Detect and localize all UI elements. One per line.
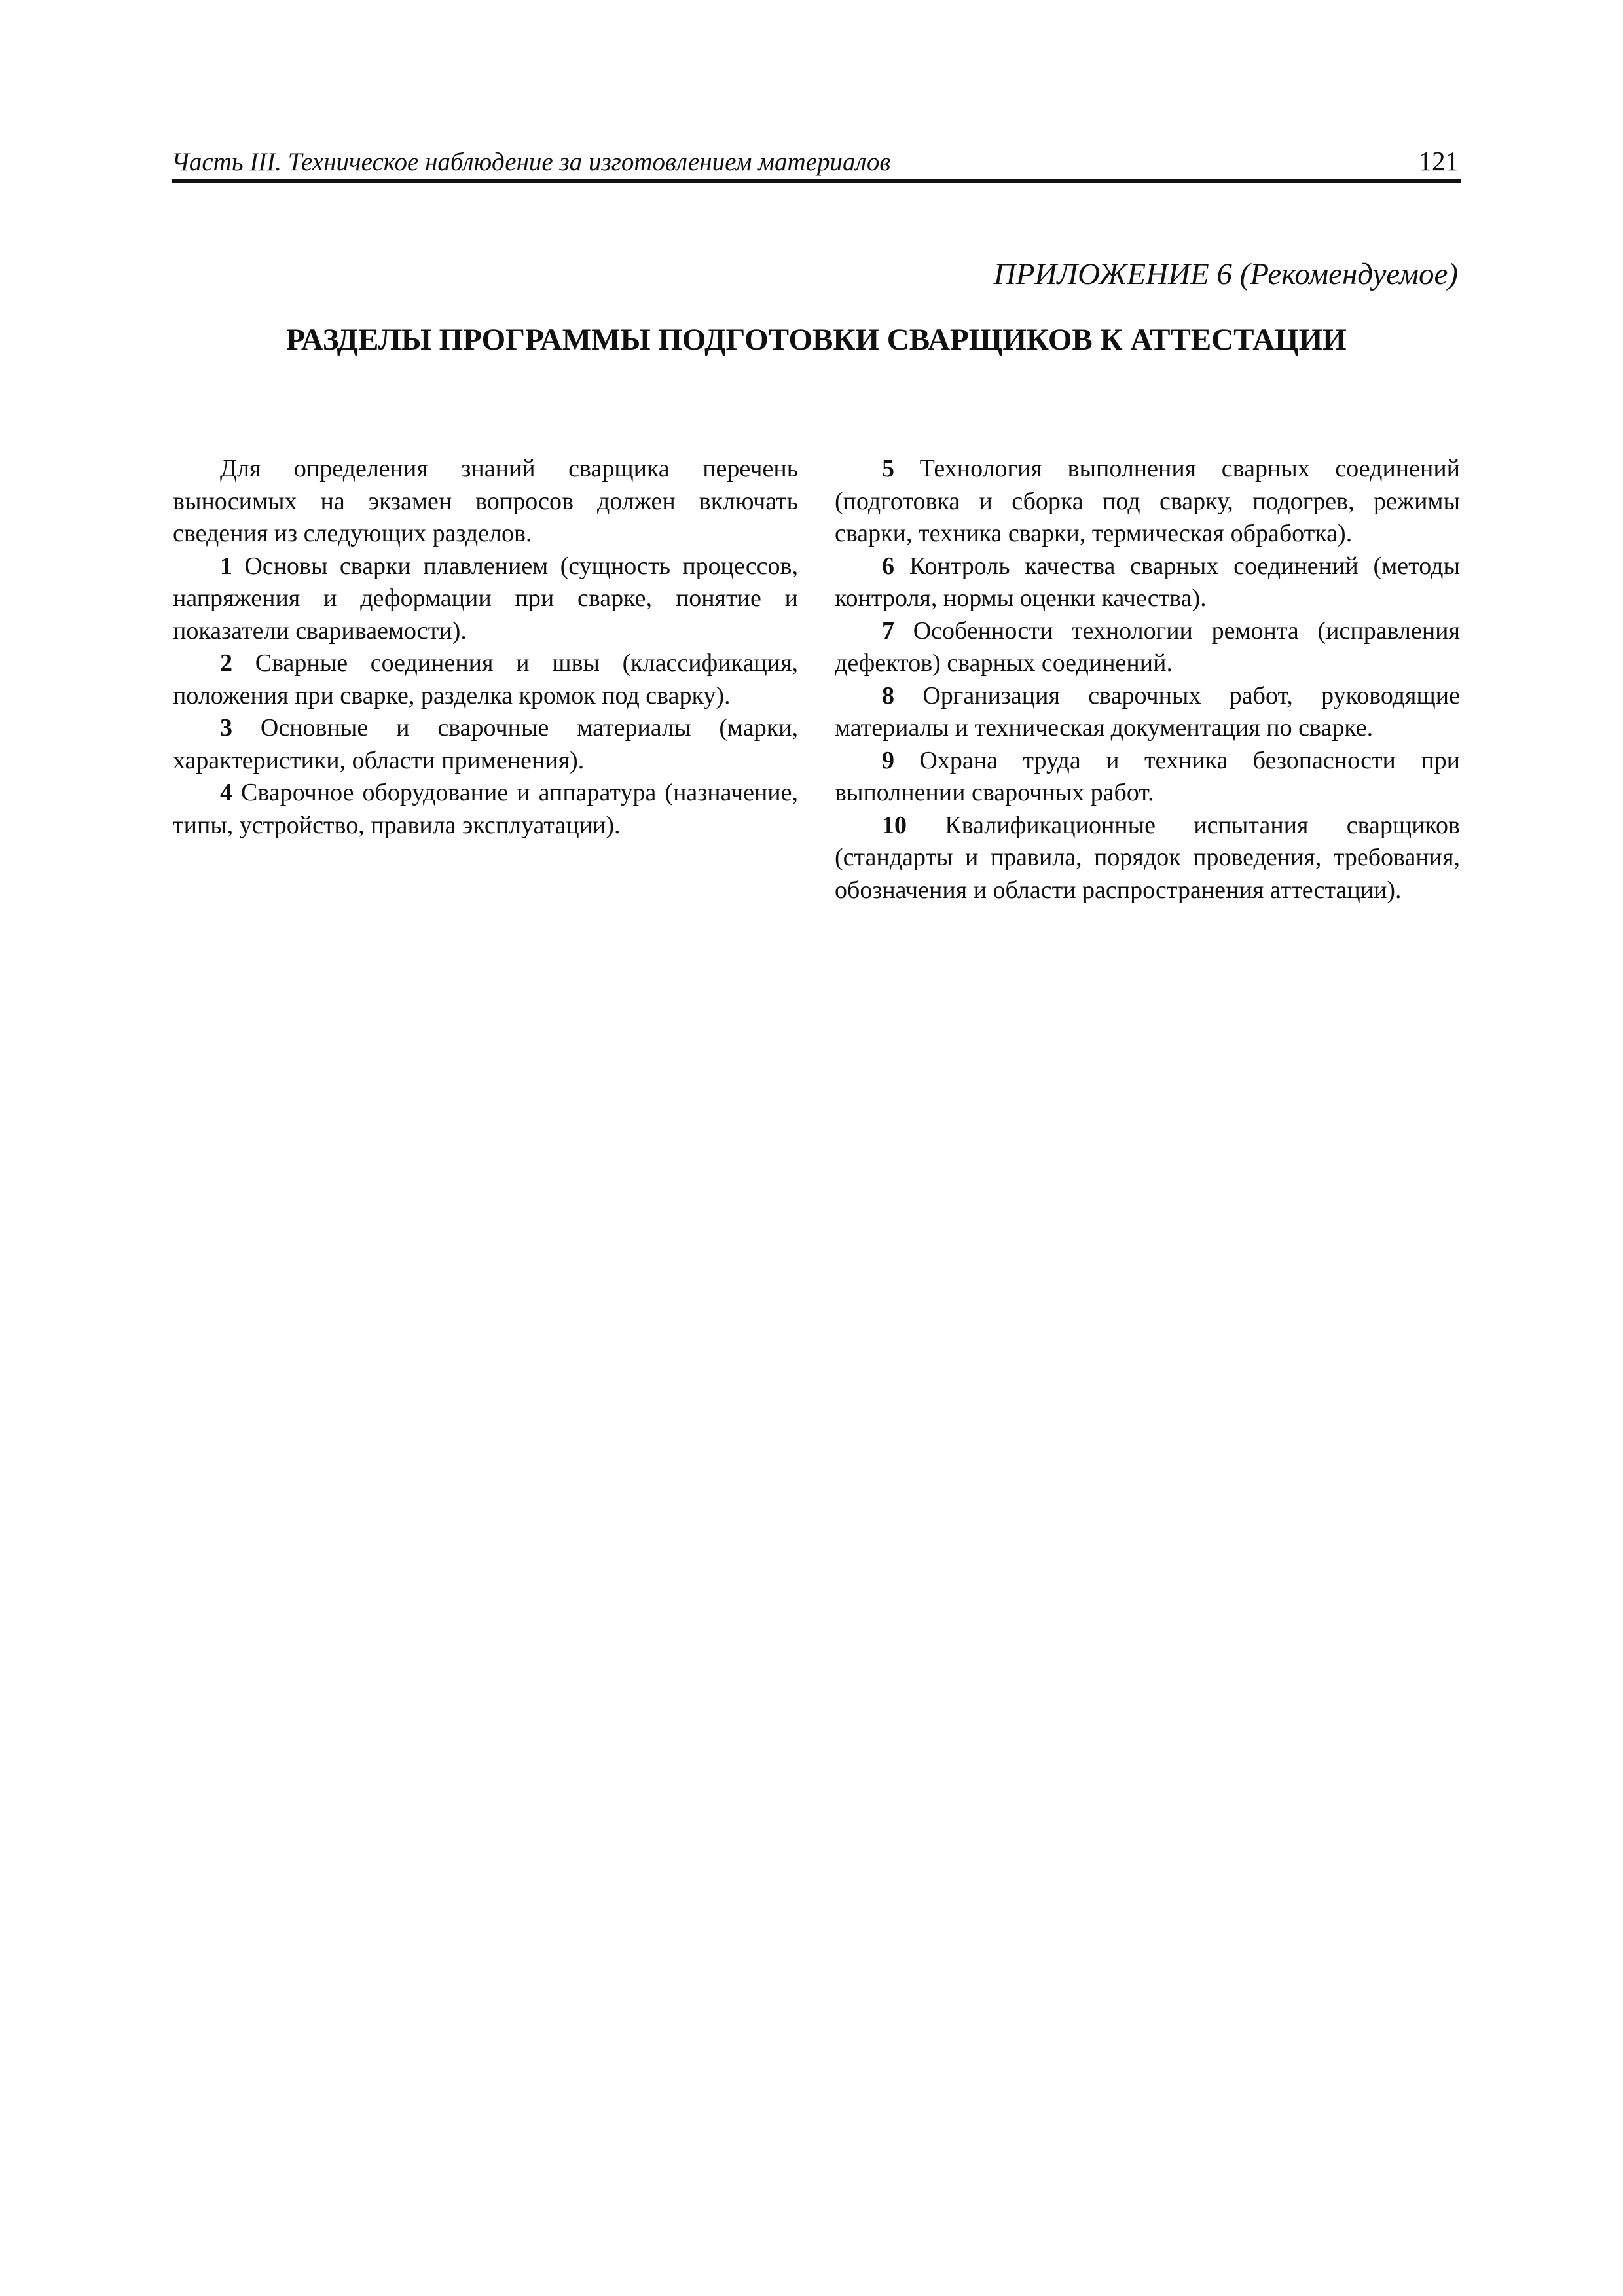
item-number: 10 bbox=[882, 811, 907, 839]
intro-paragraph: Для определения знаний сварщика перечень выносимых на экзамен вопросов должен включать сведения из следующих разделов. bbox=[173, 455, 798, 547]
item-number: 5 bbox=[882, 455, 894, 482]
item-text: Основные и сварочные материалы (марки, характеристики, области применения). bbox=[173, 714, 798, 774]
list-item bbox=[835, 453, 1460, 550]
item-text: Квалификационные испытания сварщиков (стандарты и правила, порядок проведения, требования, обозначения и области распространения аттестации). bbox=[835, 811, 1460, 904]
item-text: Охрана труда и техника безопасности при выполнении сварочных работ. bbox=[835, 746, 1460, 806]
list-item bbox=[173, 550, 798, 648]
page-number: 121 bbox=[1418, 146, 1459, 176]
item-number: 3 bbox=[220, 714, 232, 742]
item-text: Основы сварки плавлением (сущность процессов, напряжения и деформации при сварке, понятие и показатели свариваемости). bbox=[173, 552, 798, 645]
item-number: 8 bbox=[882, 681, 894, 709]
list-item bbox=[835, 680, 1460, 745]
item-text: Контроль качества сварных соединений (методы контроля, нормы оценки качества). bbox=[835, 552, 1460, 612]
left-column bbox=[173, 453, 798, 842]
list-item bbox=[835, 550, 1460, 615]
item-number: 6 bbox=[882, 552, 894, 580]
list-item bbox=[835, 615, 1460, 680]
item-text: Особенности технологии ремонта (исправления дефектов) сварных соединений. bbox=[835, 617, 1460, 677]
item-text: Организация сварочных работ, руководящие материалы и техническая документация по сварке. bbox=[835, 681, 1460, 742]
item-number: 7 bbox=[882, 617, 894, 645]
item-number: 4 bbox=[220, 779, 232, 806]
section-title: РАЗДЕЛЫ ПРОГРАММЫ ПОДГОТОВКИ СВАРЩИКОВ К АТТЕСТАЦИИ bbox=[286, 323, 1347, 357]
list-item bbox=[835, 745, 1460, 810]
list-item bbox=[173, 647, 798, 712]
appendix-label: ПРИЛОЖЕНИЕ 6 (Рекомендуемое) bbox=[993, 257, 1458, 291]
running-header-title: Часть III. Техническое наблюдение за изготовлением материалов bbox=[172, 148, 891, 176]
right-column bbox=[835, 453, 1460, 906]
item-text: Сварочное оборудование и аппаратура (назначение, типы, устройство, правила эксплуатации). bbox=[173, 779, 798, 839]
list-item bbox=[835, 810, 1460, 907]
page-header bbox=[172, 136, 1461, 183]
item-text: Сварные соединения и швы (классификация, положения при сварке, разделка кромок под сварку). bbox=[173, 649, 798, 709]
item-number: 9 bbox=[882, 746, 894, 774]
item-text: Технология выполнения сварных соединений (подготовка и сборка под сварку, подогрев, режимы сварки, техника сварки, термическая обработка). bbox=[835, 455, 1460, 547]
item-number: 2 bbox=[220, 649, 232, 677]
list-item bbox=[173, 712, 798, 777]
list-item bbox=[173, 777, 798, 842]
item-number: 1 bbox=[220, 552, 232, 580]
